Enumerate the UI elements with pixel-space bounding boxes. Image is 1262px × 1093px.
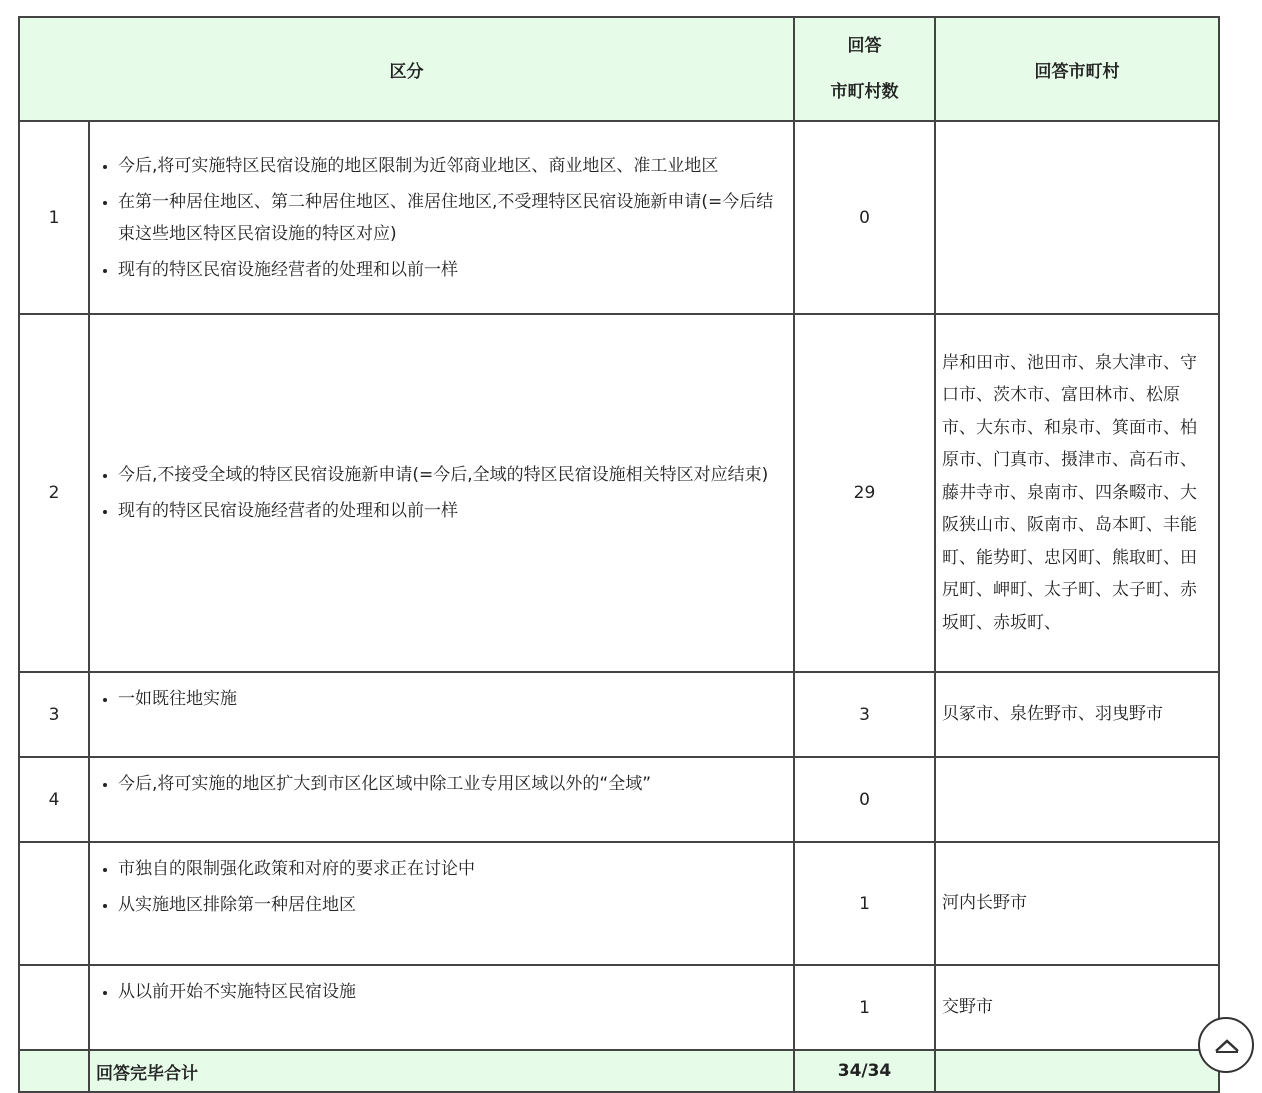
row-description <box>89 314 794 672</box>
row-number: 1 <box>19 121 89 314</box>
list-item: • 从以前开始不实施特区民宿设施 <box>118 976 783 1008</box>
row-count: 0 <box>794 757 935 842</box>
list-item: • 市独自的限制强化政策和对府的要求正在讨论中 <box>118 853 783 885</box>
list-item: • 今后,将可实施特区民宿设施的地区限制为近邻商业地区、商业地区、准工业地区 <box>118 150 783 182</box>
header-count-line1: 回答 <box>847 36 882 56</box>
row-count: 1 <box>794 842 935 965</box>
table-row <box>19 965 1219 1050</box>
survey-table <box>18 16 1220 1093</box>
table-header-row <box>19 17 1219 121</box>
scroll-to-top-button[interactable] <box>1198 1017 1254 1073</box>
row-description <box>89 672 794 757</box>
list-item: • 从实施地区排除第一种居住地区 <box>118 889 783 921</box>
row-municipalities: 交野市 <box>935 965 1219 1050</box>
list-item: • 在第一种居住地区、第二种居住地区、准居住地区,不受理特区民宿设施新申请(=今后结束这些地区特区民宿设施的特区对应) <box>118 186 783 250</box>
table-row <box>19 121 1219 314</box>
list-item: • 现有的特区民宿设施经营者的处理和以前一样 <box>118 495 783 527</box>
header-count <box>794 17 935 121</box>
row-number: 2 <box>19 314 89 672</box>
table-row <box>19 757 1219 842</box>
row-count: 3 <box>794 672 935 757</box>
list-item: • 现有的特区民宿设施经营者的处理和以前一样 <box>118 254 783 286</box>
list-item: • 今后,不接受全域的特区民宿设施新申请(=今后,全域的特区民宿设施相关特区对应结束) <box>118 459 783 491</box>
row-description <box>89 121 794 314</box>
row-count: 0 <box>794 121 935 314</box>
row-description <box>89 842 794 965</box>
total-label: 回答完毕合计 <box>89 1050 794 1092</box>
row-municipalities: 贝冢市、泉佐野市、羽曳野市 <box>935 672 1219 757</box>
row-municipalities <box>935 121 1219 314</box>
table-row <box>19 314 1219 672</box>
header-municipalities: 回答市町村 <box>935 17 1219 121</box>
row-municipalities: 河内长野市 <box>935 842 1219 965</box>
survey-table-container <box>18 16 1218 1093</box>
row-count: 29 <box>794 314 935 672</box>
row-municipalities <box>935 757 1219 842</box>
row-number: 4 <box>19 757 89 842</box>
list-item: • 一如既往地实施 <box>118 683 783 715</box>
row-description <box>89 757 794 842</box>
list-item: • 今后,将可实施的地区扩大到市区化区域中除工业专用区域以外的“全域” <box>118 768 783 800</box>
row-number <box>19 842 89 965</box>
total-count: 34/34 <box>794 1050 935 1092</box>
header-category: 区分 <box>19 17 794 121</box>
row-municipalities: 岸和田市、池田市、泉大津市、守口市、茨木市、富田林市、松原市、大东市、和泉市、箕面市、柏原市、门真市、摄津市、高石市、藤井寺市、泉南市、四条畷市、大阪狭山市、阪南市、岛本町、丰能町、能势町、忠冈町、熊取町、田尻町、岬町、太子町、太子町、赤坂町、赤坂町、 <box>935 314 1219 672</box>
row-description <box>89 965 794 1050</box>
table-row <box>19 672 1219 757</box>
total-municipalities <box>935 1050 1219 1092</box>
row-count: 1 <box>794 965 935 1050</box>
total-row <box>19 1050 1219 1092</box>
chevron-up-icon <box>1215 1039 1239 1053</box>
row-number <box>19 965 89 1050</box>
table-row <box>19 842 1219 965</box>
total-blank-cell <box>19 1050 89 1092</box>
header-count-line2: 市町村数 <box>830 82 899 102</box>
row-number: 3 <box>19 672 89 757</box>
